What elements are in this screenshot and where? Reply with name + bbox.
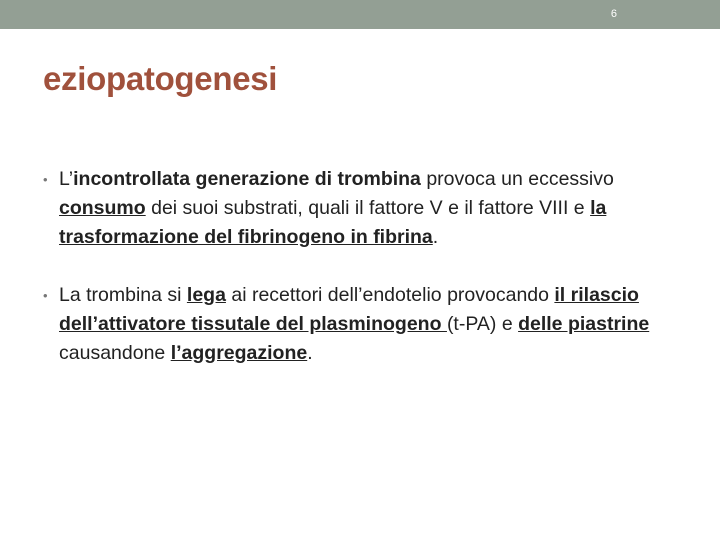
bullet-list bbox=[40, 165, 680, 397]
bullet-text-segment: causandone bbox=[59, 342, 171, 364]
bullet-text-segment: ai recettori dell’endotelio provocando bbox=[225, 284, 555, 306]
bullet-marker: • bbox=[43, 172, 48, 187]
bullet-text-segment: incontrollata generazione di trombina bbox=[73, 168, 421, 190]
bullet-text-segment: . bbox=[307, 342, 313, 364]
bullet-text-segment: . bbox=[432, 226, 439, 248]
bullet-text-segment: il rilascio dell’attivatore tissutale del plasminogeno bbox=[59, 284, 639, 335]
bullet-item bbox=[40, 281, 680, 368]
bullet-text-segment: (t-PA) e bbox=[446, 313, 519, 335]
bullet-text-segment: provoca un eccessivo bbox=[420, 168, 614, 190]
bullet-text-segment: La trombina si bbox=[59, 284, 187, 306]
bullet-text-segment: consumo bbox=[59, 197, 146, 219]
bullet-item bbox=[40, 165, 680, 252]
slide-number: 6 bbox=[610, 8, 617, 20]
bullet-text-segment: dei suoi substrati, quali il fattore V e il fattore VIII e bbox=[145, 197, 591, 219]
bullet-text-segment: delle piastrine bbox=[518, 313, 650, 335]
bullet-text-segment: lega bbox=[186, 284, 226, 306]
bullet-text-segment: la trasformazione del fibrinogeno in fibrina bbox=[59, 197, 607, 248]
slide-title: eziopatogenesi bbox=[43, 60, 278, 97]
header-bar bbox=[0, 0, 720, 29]
bullet-text-segment: L’ bbox=[59, 168, 74, 190]
bullet-marker: • bbox=[43, 288, 48, 303]
bullet-text-segment: l’aggregazione bbox=[170, 342, 308, 364]
